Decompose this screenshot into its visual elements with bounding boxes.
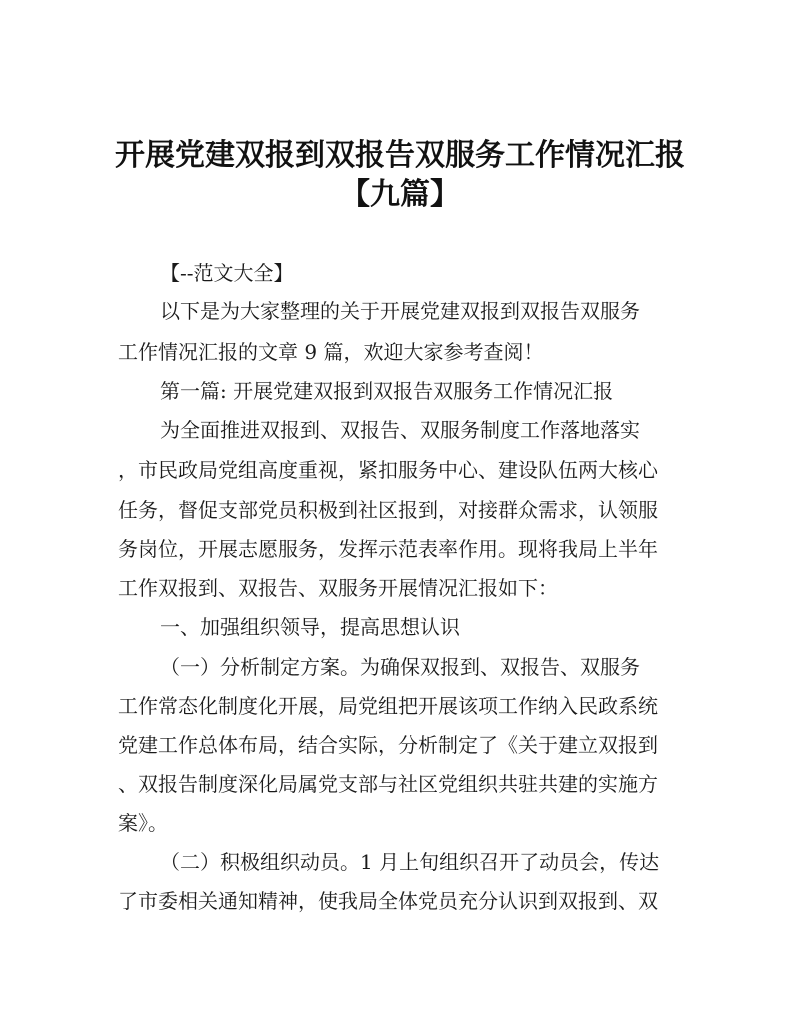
intro-line-1: 以下是为大家整理的关于开展党建双报到双报告双服务 (160, 299, 640, 323)
body-line: 了市委相关通知精神，使我局全体党员充分认识到双报到、双 (118, 889, 658, 913)
body-line: 为全面推进双报到、双报告、双服务制度工作落地落实 (160, 418, 640, 442)
body-line: 工作常态化制度化开展，局党组把开展该项工作纳入民政系统 (118, 694, 658, 718)
body-line: 党建工作总体布局，结合实际，分析制定了《关于建立双报到 (118, 733, 658, 757)
body-line: 务岗位，开展志愿服务，发挥示范表率作用。现将我局上半年 (118, 537, 658, 561)
subheading-one: 一、加强组织领导，提高思想认识 (160, 615, 460, 639)
body-line: 任务，督促支部党员积极到社区报到，对接群众需求，认领服 (118, 498, 658, 522)
document-title-line2: 【九篇】 (340, 177, 460, 212)
document-title-line1: 开展党建双报到双报告双服务工作情况汇报 (115, 138, 685, 173)
body-line: （二）积极组织动员。1 月上旬组织召开了动员会，传达 (160, 850, 660, 874)
intro-line-2: 工作情况汇报的文章 9 篇，欢迎大家参考查阅！ (118, 340, 544, 364)
body-line: ，市民政局党组高度重视，紧扣服务中心、建设队伍两大核心 (118, 458, 658, 482)
body-line: 工作双报到、双报告、双服务开展情况汇报如下： (118, 576, 558, 600)
body-line: 、双报告制度深化局属党支部与社区党组织共驻共建的实施方 (118, 772, 658, 796)
source-tag: 【--范文大全】 (160, 261, 294, 285)
body-line: （一）分析制定方案。为确保双报到、双报告、双服务 (160, 655, 640, 679)
section-heading-first: 第一篇: 开展党建双报到双报告双服务工作情况汇报 (160, 379, 614, 403)
body-line: 案》。 (118, 811, 168, 835)
